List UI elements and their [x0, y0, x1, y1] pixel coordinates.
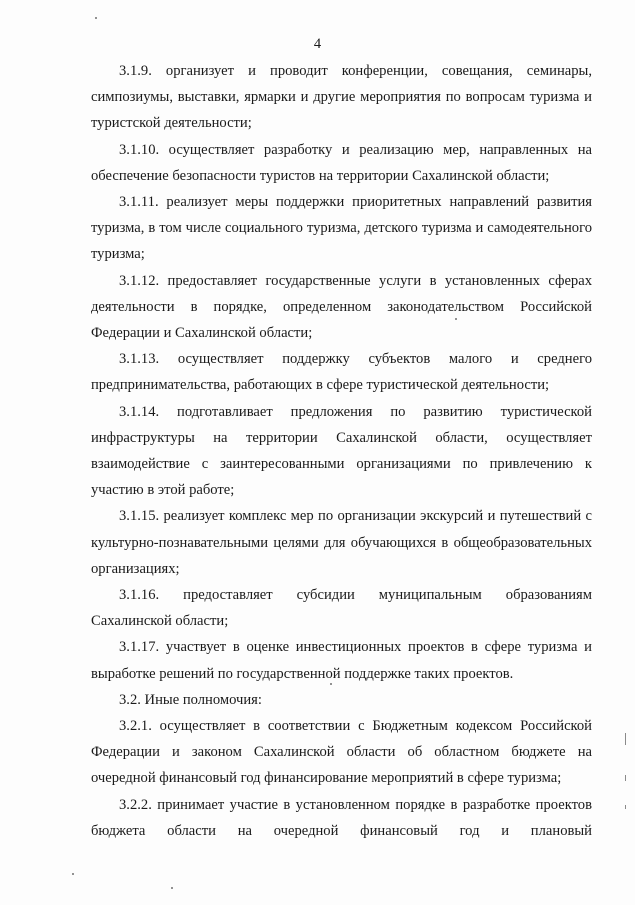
paragraph-3-1-13: 3.1.13. осуществляет поддержку субъектов малого и среднего предпринимательства, работающих в сфере туристической деятельности; — [91, 351, 592, 394]
paragraph-3-1-17: 3.1.17. участвует в оценке инвестиционных проектов в сфере туризма и выработке решений по государственной поддержке таких проектов. — [91, 639, 592, 682]
scan-speck — [171, 887, 173, 889]
paragraph-3-2-1: 3.2.1. осуществляет в соответствии с Бюджетным кодексом Российской Федерации и законом Сахалинской области об областном бюджете на очередной финансовый год финансирование мероприятий в сфере туризма; — [91, 718, 592, 787]
scan-speck — [330, 683, 332, 685]
paragraph-3-1-16: 3.1.16. предоставляет субсидии муниципальным образованиям Сахалинской области; — [91, 587, 592, 630]
paragraph-3-2-2: 3.2.2. принимает участие в установленном порядке в разработке проектов бюджета области на очередной финансовый год и плановый — [91, 796, 592, 839]
scan-edge-mark — [625, 733, 626, 745]
paragraph-3-1-15: 3.1.15. реализует комплекс мер по организации экскурсий и путешествий с культурно-познавательными целями для обучающихся в общеобразовательных организациях; — [91, 508, 592, 577]
scan-speck — [72, 873, 74, 875]
scan-edge-mark — [625, 805, 626, 809]
scan-speck — [95, 17, 97, 19]
paragraph-3-1-9: 3.1.9. организует и проводит конференции, совещания, семинары, симпозиумы, выставки, ярмарки и другие мероприятия по вопросам туризма и туристской деятельности; — [91, 63, 592, 132]
paragraph-3-1-12: 3.1.12. предоставляет государственные услуги в установленных сферах деятельности в порядке, определенном законодательством Российской Федерации и Сахалинской области; — [91, 272, 592, 342]
paragraph-3-2: 3.2. Иные полномочия: — [119, 691, 262, 708]
paragraph-3-1-11: 3.1.11. реализует меры поддержки приоритетных направлений развития туризма, в том числе социального туризма, детского туризма и самодеятельного туризма; — [91, 194, 592, 263]
scan-speck — [455, 318, 457, 320]
paragraph-3-1-14: 3.1.14. подготавливает предложения по развитию туристической инфраструктуры на территории Сахалинской области, осуществляет взаимодействие с заинтересованными организациями по привлечению к участию в этой работе; — [91, 403, 592, 499]
scan-edge-mark — [625, 775, 626, 781]
document-body — [91, 58, 592, 844]
page-number: 4 — [313, 36, 322, 52]
paragraph-3-1-10: 3.1.10. осуществляет разработку и реализацию мер, направленных на обеспечение безопасности туристов на территории Сахалинской области; — [91, 141, 592, 184]
